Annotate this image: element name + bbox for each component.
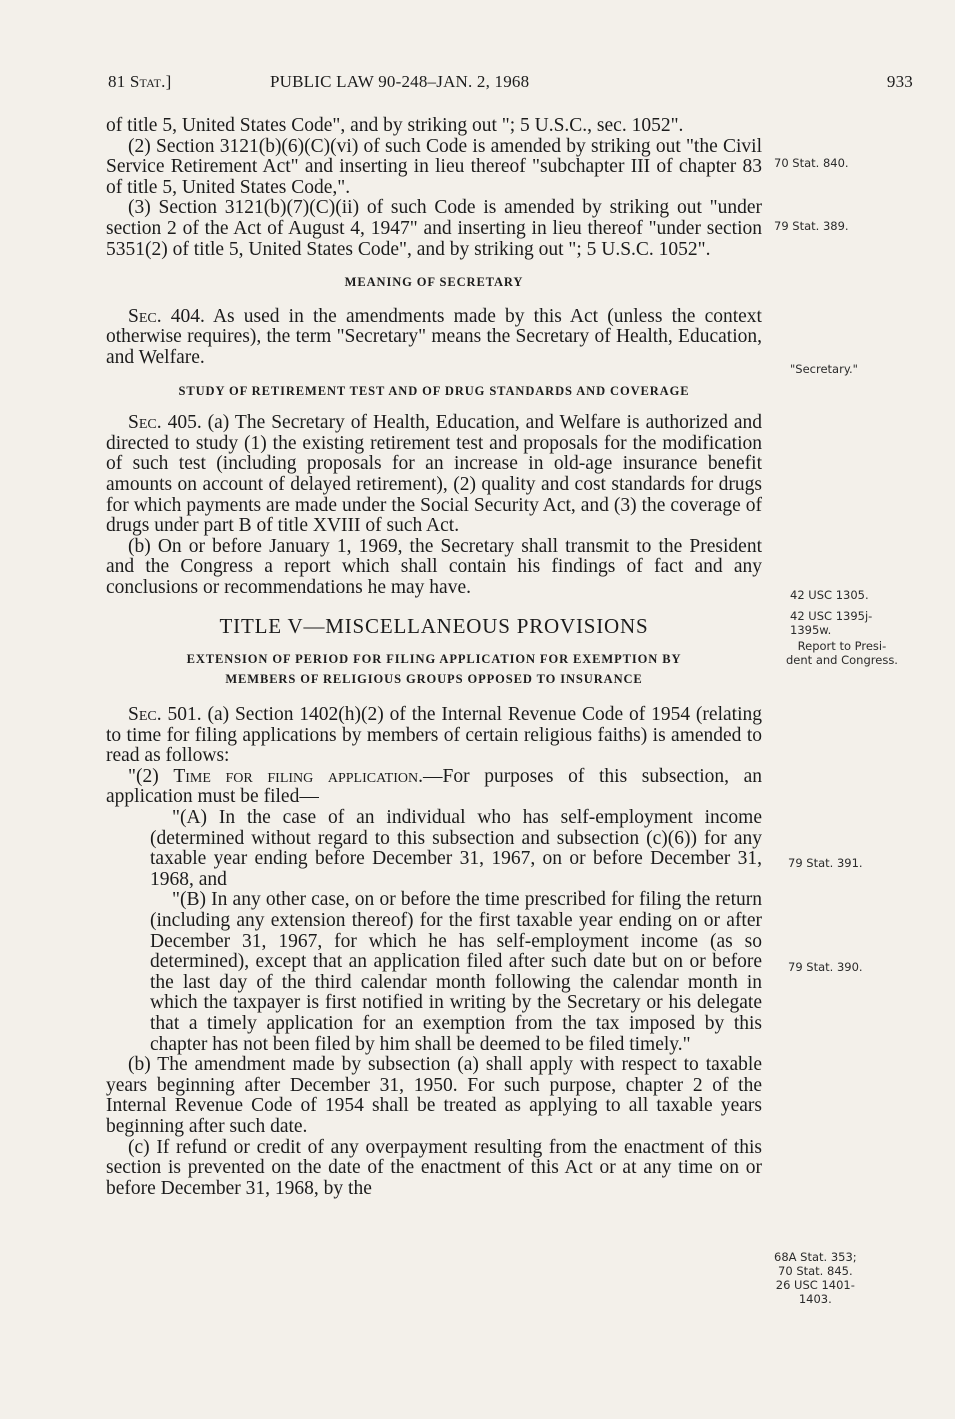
page-header	[108, 72, 913, 98]
margin-note-70-stat-840: 70 Stat. 840.	[774, 156, 849, 170]
item-2: "(2) Time for filing application.—For purposes of this subsection, an application must be filed—	[106, 765, 763, 808]
margin-note-68a-stat-353: 68A Stat. 353; 70 Stat. 845. 26 USC 1401- 1403.	[774, 1250, 857, 1306]
section-501-c: (c) If refund or credit of any overpayment resulting from the enactment of this section is prevented on the date of the enactment of this Act or at any time on or before December 31, 1968, by the	[106, 1136, 762, 1199]
law-title: PUBLIC LAW 90-248–JAN. 2, 1968	[270, 72, 530, 91]
margin-note-42-usc-1395j: 42 USC 1395j- 1395w.	[790, 609, 873, 637]
margin-note-42-usc-1305: 42 USC 1305.	[790, 588, 869, 602]
section-405-label: Sec. 405.	[128, 412, 202, 434]
section-heading-study: STUDY OF RETIREMENT TEST AND OF DRUG STANDARDS AND COVERAGE	[178, 383, 690, 398]
section-heading-meaning: MEANING OF SECRETARY	[344, 275, 524, 290]
item-b: "(B) In any other case, on or before the time prescribed for filing the return (including any extension thereof) for the first taxable year ending on or after December 31, 1967, for which he has self-employment income (as so determined), except that an application filed after such date but on or before the last day of the third calendar month following the calendar month in which the taxpayer is first notified in writing by the Secretary or his delegate that a timely application for an exemption from the tax imposed by this chapter has not been filed by him shall be deemed to be filed timely."	[150, 889, 762, 1055]
paragraph-subsection-2: (2) Section 3121(b)(6)(C)(vi) of such Code is amended by striking out "the Civil Service Retirement Act" and inserting in lieu thereof "subchapter III of chapter 83 of title 5, United States Code,".	[106, 135, 762, 198]
margin-note-79-stat-391: 79 Stat. 391.	[788, 856, 863, 870]
margin-note-report: Report to Presi- dent and Congress.	[786, 639, 898, 667]
page-number: 933	[886, 72, 913, 91]
section-501-a: Sec. 501. (a) Section 1402(h)(2) of the Internal Revenue Code of 1954 (relating to time for filing applications by members of certain religious faiths) is amended to read as follows:	[106, 704, 762, 767]
item-a: "(A) In the case of an individual who has self-employment income (determined without regard to this subsection and subsection (c)(6)) for any taxable year ending before December 31, 1967, on or before December 31, 1968, and	[150, 807, 762, 890]
section-404: Sec. 404. As used in the amendments made by this Act (unless the context otherwise requires), the term "Secretary" means the Secretary of Health, Education, and Welfare.	[106, 305, 762, 368]
body-text	[106, 116, 762, 1199]
margin-note-79-stat-390: 79 Stat. 390.	[788, 960, 863, 974]
statute-reference: 81 Stat.]	[108, 72, 172, 91]
section-501-b: (b) The amendment made by subsection (a) shall apply with respect to taxable years beginning after December 31, 1950. For such purpose, chapter 2 of the Internal Revenue Code of 1954 shall be treated as applying to all taxable years beginning after such date.	[106, 1054, 762, 1137]
section-405-b: (b) On or before January 1, 1969, the Secretary shall transmit to the President and the Congress a report which shall contain his findings of fact and any conclusions or recommendations he may have.	[106, 535, 762, 598]
section-501-label: Sec. 501.	[128, 704, 202, 726]
section-404-label: Sec. 404.	[128, 305, 205, 327]
paragraph-continuation: of title 5, United States Code", and by striking out "; 5 U.S.C., sec. 1052".	[106, 115, 684, 136]
margin-note-79-stat-389: 79 Stat. 389.	[774, 219, 849, 233]
item-2-heading: Time for filing application.	[173, 765, 423, 787]
title-v-heading: TITLE V—MISCELLANEOUS PROVISIONS	[219, 614, 649, 639]
paragraph-subsection-3: (3) Section 3121(b)(7)(C)(ii) of such Code is amended by striking out "under section 2 of the Act of August 4, 1947" and inserting in lieu thereof "under section 5351(2) of title 5, United States Code", and by striking out "; 5 U.S.C. 1052".	[106, 197, 762, 260]
margin-note-secretary: "Secretary."	[790, 362, 858, 376]
section-405-a: Sec. 405. (a) The Secretary of Health, Education, and Welfare is authorized and directed to study (1) the existing retirement test and proposals for the modification of such test (including proposals for an increase in old-age insurance benefit amounts on account of delayed retirement), (2) quality and cost standards for drugs for which payments are made under the Social Security Act, and (3) the coverage of drugs under part B of title XVIII of such Act.	[106, 412, 762, 537]
section-heading-extension: EXTENSION OF PERIOD FOR FILING APPLICATION FOR EXEMPTION BY MEMBERS OF RELIGIOUS GROUPS OPPOSED TO INSURANCE	[186, 652, 682, 687]
